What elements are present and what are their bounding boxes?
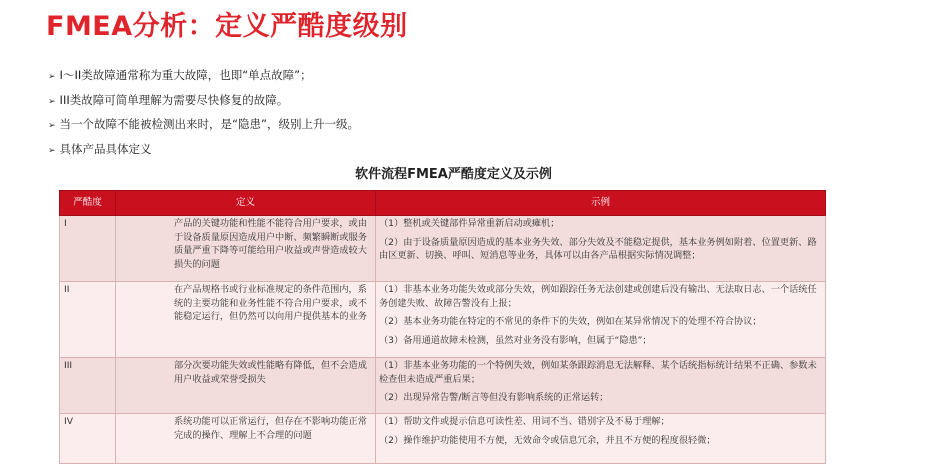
definition-cell: 系统功能可以正常运行，但存在不影响功能正常完成的操作、理解上不合理的问题 xyxy=(116,414,376,464)
bullet-text: III类故障可简单理解为需要尽快修复的故障。 xyxy=(59,92,289,107)
table-row xyxy=(60,358,826,414)
page-title: FMEA分析：定义严酷度级别 xyxy=(46,11,408,42)
example-line: （1）整机或关键部件异常重新启动或瘫机； xyxy=(379,218,560,229)
header-examples: 示例 xyxy=(376,191,826,216)
examples-cell xyxy=(376,282,826,358)
examples-cell xyxy=(376,216,826,282)
table-caption: 软件流程FMEA严酷度定义及示例 xyxy=(355,167,552,182)
table-row xyxy=(60,414,826,464)
severity-cell: I xyxy=(60,216,116,282)
example-line: （1）帮助文件或提示信息可读性差、用词不当、错别字及不易于理解； xyxy=(379,416,670,427)
definition-cell: 产品的关键功能和性能不能符合用户要求，或由于设备质量原因造成用户中断、频繁瞬断或服务质量严重下降等可能给用户收益或声誉造成较大损失的问题 xyxy=(116,216,376,282)
bullet-item xyxy=(48,113,359,138)
severity-cell: II xyxy=(60,282,116,358)
bullet-item xyxy=(48,64,359,89)
bullet-text: 当一个故障不能被检测出来时，是“隐患”，级别上升一级。 xyxy=(59,117,359,131)
example-line: （1）非基本业务功能的一个特例失效，例如某条跟踪消息无法解释、某个话统指标统计结果不正确、参数未检查但未造成严重后果； xyxy=(379,360,817,385)
bullet-item xyxy=(48,89,359,114)
arrow-bullet-icon: ➢ xyxy=(48,96,56,107)
example-line: （3）备用通道故障未检测，虽然对业务没有影响，但属于“隐患”； xyxy=(379,334,652,346)
severity-cell: IV xyxy=(60,414,116,464)
arrow-bullet-icon: ➢ xyxy=(48,72,56,82)
table-header-row xyxy=(60,191,826,216)
examples-cell xyxy=(376,414,826,464)
severity-cell: III xyxy=(60,358,116,414)
example-line: （2）由于设备质量原因造成的基本业务失效、部分失效及不能稳定提供，基本业务例如附着、位置更新、路由区更新、切换、呼叫、短消息等业务，具体可以由各产品根据实际情况调整； xyxy=(379,236,817,261)
definition-cell: 部分次要功能失效或性能略有降低，但不会造成用户收益或荣誉受损失 xyxy=(116,358,376,414)
arrow-bullet-icon: ➢ xyxy=(48,121,56,131)
header-definition: 定义 xyxy=(116,191,376,216)
header-severity: 严酷度 xyxy=(60,191,116,216)
example-line: （2）基本业务功能在特定的不常见的条件下的失效，例如在某异常情况下的处理不符合协议； xyxy=(379,316,762,327)
bullet-text: 具体产品具体定义 xyxy=(59,141,152,156)
example-line: （2）操作维护功能使用不方便，无效命令或信息冗余，并且不方便的程度很轻微； xyxy=(379,434,716,446)
severity-table xyxy=(59,190,826,464)
bullet-item xyxy=(48,138,359,163)
definition-cell: 在产品规格书或行业标准规定的条件范围内，系统的主要功能和业务性能不符合用户要求，或不能稳定运行，但仍然可以向用户提供基本的业务 xyxy=(116,282,376,358)
example-line: （1）非基本业务功能失效或部分失效，例如跟踪任务无法创建或创建后没有输出、无法取日志、一个话统任务创建失败、故障告警没有上报； xyxy=(379,284,817,309)
arrow-bullet-icon: ➢ xyxy=(48,145,56,156)
table-row xyxy=(60,216,826,282)
bullet-list xyxy=(48,64,359,162)
examples-cell xyxy=(376,358,826,414)
table-row xyxy=(60,282,826,358)
example-line: （2）出现异常告警/断言等但没有影响系统的正常运转； xyxy=(379,392,609,403)
bullet-text: I～II类故障通常称为重大故障，也即“单点故障”； xyxy=(59,68,312,82)
